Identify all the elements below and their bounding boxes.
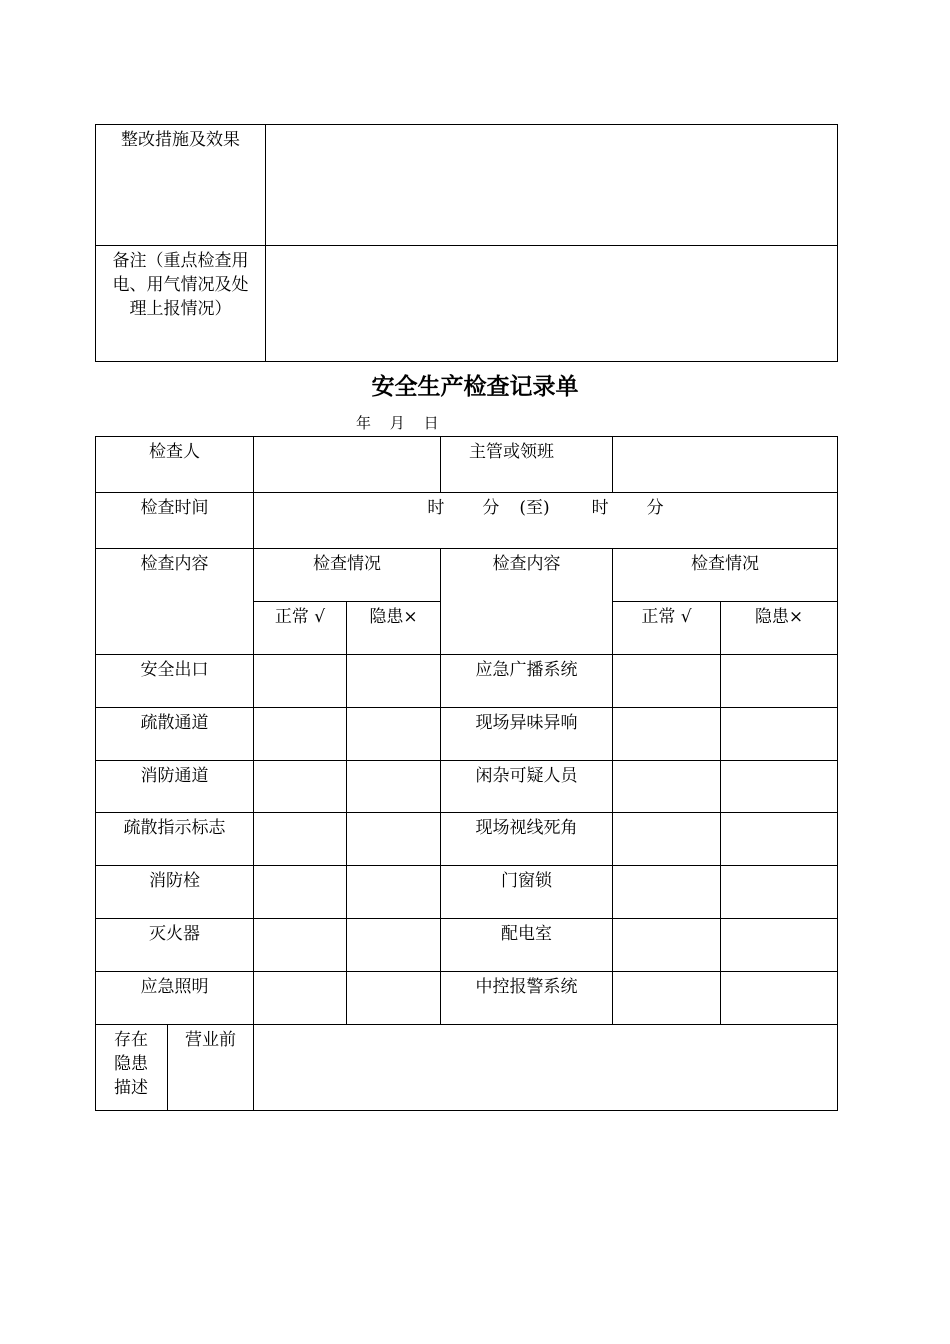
item-left: 灭火器 <box>96 919 254 972</box>
item-left: 安全出口 <box>96 655 254 708</box>
normal-check[interactable] <box>254 813 347 866</box>
normal-check[interactable] <box>613 972 721 1025</box>
hazard-check[interactable] <box>721 866 838 919</box>
inspection-table <box>95 436 838 1111</box>
inspector-field[interactable] <box>254 437 441 493</box>
time-minute-start: 分 <box>482 498 500 518</box>
normal-check[interactable] <box>254 919 347 972</box>
normal-check[interactable] <box>613 866 721 919</box>
supervisor-label: 主管或领班 <box>441 437 613 493</box>
hazard-header-right: 隐患× <box>721 602 838 655</box>
time-to: (至) <box>519 498 550 518</box>
hazard-check[interactable] <box>721 972 838 1025</box>
remarks-field[interactable] <box>266 246 838 362</box>
normal-check[interactable] <box>613 708 721 761</box>
item-left: 消防通道 <box>96 761 254 813</box>
item-right: 中控报警系统 <box>441 972 613 1025</box>
normal-check[interactable] <box>254 761 347 813</box>
hazard-check[interactable] <box>721 813 838 866</box>
remarks-label: 备注（重点检查用电、用气情况及处理上报情况） <box>96 246 266 362</box>
time-hour-start: 时 <box>427 498 445 518</box>
hazard-check[interactable] <box>721 655 838 708</box>
hazard-check[interactable] <box>347 708 441 761</box>
normal-header-right: 正常 √ <box>613 602 721 655</box>
time-field[interactable] <box>254 493 838 549</box>
hazard-desc-label: 存在隐患描述 <box>96 1025 168 1111</box>
normal-header-left: 正常 √ <box>254 602 347 655</box>
before-business-label: 营业前 <box>168 1025 254 1111</box>
rectification-label: 整改措施及效果 <box>96 125 266 246</box>
table-row <box>96 655 838 708</box>
item-left: 疏散通道 <box>96 708 254 761</box>
item-left: 应急照明 <box>96 972 254 1025</box>
time-hour-end: 时 <box>591 498 609 518</box>
hazard-check[interactable] <box>721 761 838 813</box>
table-row <box>96 972 838 1025</box>
item-right: 现场视线死角 <box>441 813 613 866</box>
date-day: 日 <box>423 414 439 432</box>
form-title: 安全生产检查记录单 <box>371 373 579 400</box>
status-header-right: 检查情况 <box>613 549 838 602</box>
hazard-check[interactable] <box>721 919 838 972</box>
table-row <box>96 919 838 972</box>
normal-check[interactable] <box>254 655 347 708</box>
status-header-left: 检查情况 <box>254 549 441 602</box>
time-minute-end: 分 <box>646 498 664 518</box>
table-row <box>96 708 838 761</box>
hazard-check[interactable] <box>347 655 441 708</box>
table-row <box>96 761 838 813</box>
rectification-field[interactable] <box>266 125 838 246</box>
hazard-check[interactable] <box>721 708 838 761</box>
hazard-check[interactable] <box>347 866 441 919</box>
item-right: 应急广播系统 <box>441 655 613 708</box>
hazard-check[interactable] <box>347 972 441 1025</box>
item-left: 消防栓 <box>96 866 254 919</box>
normal-check[interactable] <box>613 813 721 866</box>
item-right: 配电室 <box>441 919 613 972</box>
supervisor-field[interactable] <box>613 437 838 493</box>
date-year: 年 <box>356 414 372 432</box>
content-header-right: 检查内容 <box>441 549 613 655</box>
content-header-left: 检查内容 <box>96 549 254 655</box>
normal-check[interactable] <box>254 866 347 919</box>
hazard-header-left: 隐患× <box>347 602 441 655</box>
normal-check[interactable] <box>613 919 721 972</box>
inspector-label: 检查人 <box>96 437 254 493</box>
table-row <box>96 866 838 919</box>
date-month: 月 <box>389 414 405 432</box>
hazard-check[interactable] <box>347 919 441 972</box>
normal-check[interactable] <box>254 708 347 761</box>
item-left: 疏散指示标志 <box>96 813 254 866</box>
normal-check[interactable] <box>613 761 721 813</box>
item-right: 现场异味异响 <box>441 708 613 761</box>
rectification-table <box>95 124 838 362</box>
item-right: 闲杂可疑人员 <box>441 761 613 813</box>
hazard-check[interactable] <box>347 813 441 866</box>
normal-check[interactable] <box>613 655 721 708</box>
time-label: 检查时间 <box>96 493 254 549</box>
date-line <box>356 413 453 433</box>
item-right: 门窗锁 <box>441 866 613 919</box>
hazard-check[interactable] <box>347 761 441 813</box>
normal-check[interactable] <box>254 972 347 1025</box>
hazard-desc-field[interactable] <box>254 1025 838 1111</box>
table-row <box>96 813 838 866</box>
